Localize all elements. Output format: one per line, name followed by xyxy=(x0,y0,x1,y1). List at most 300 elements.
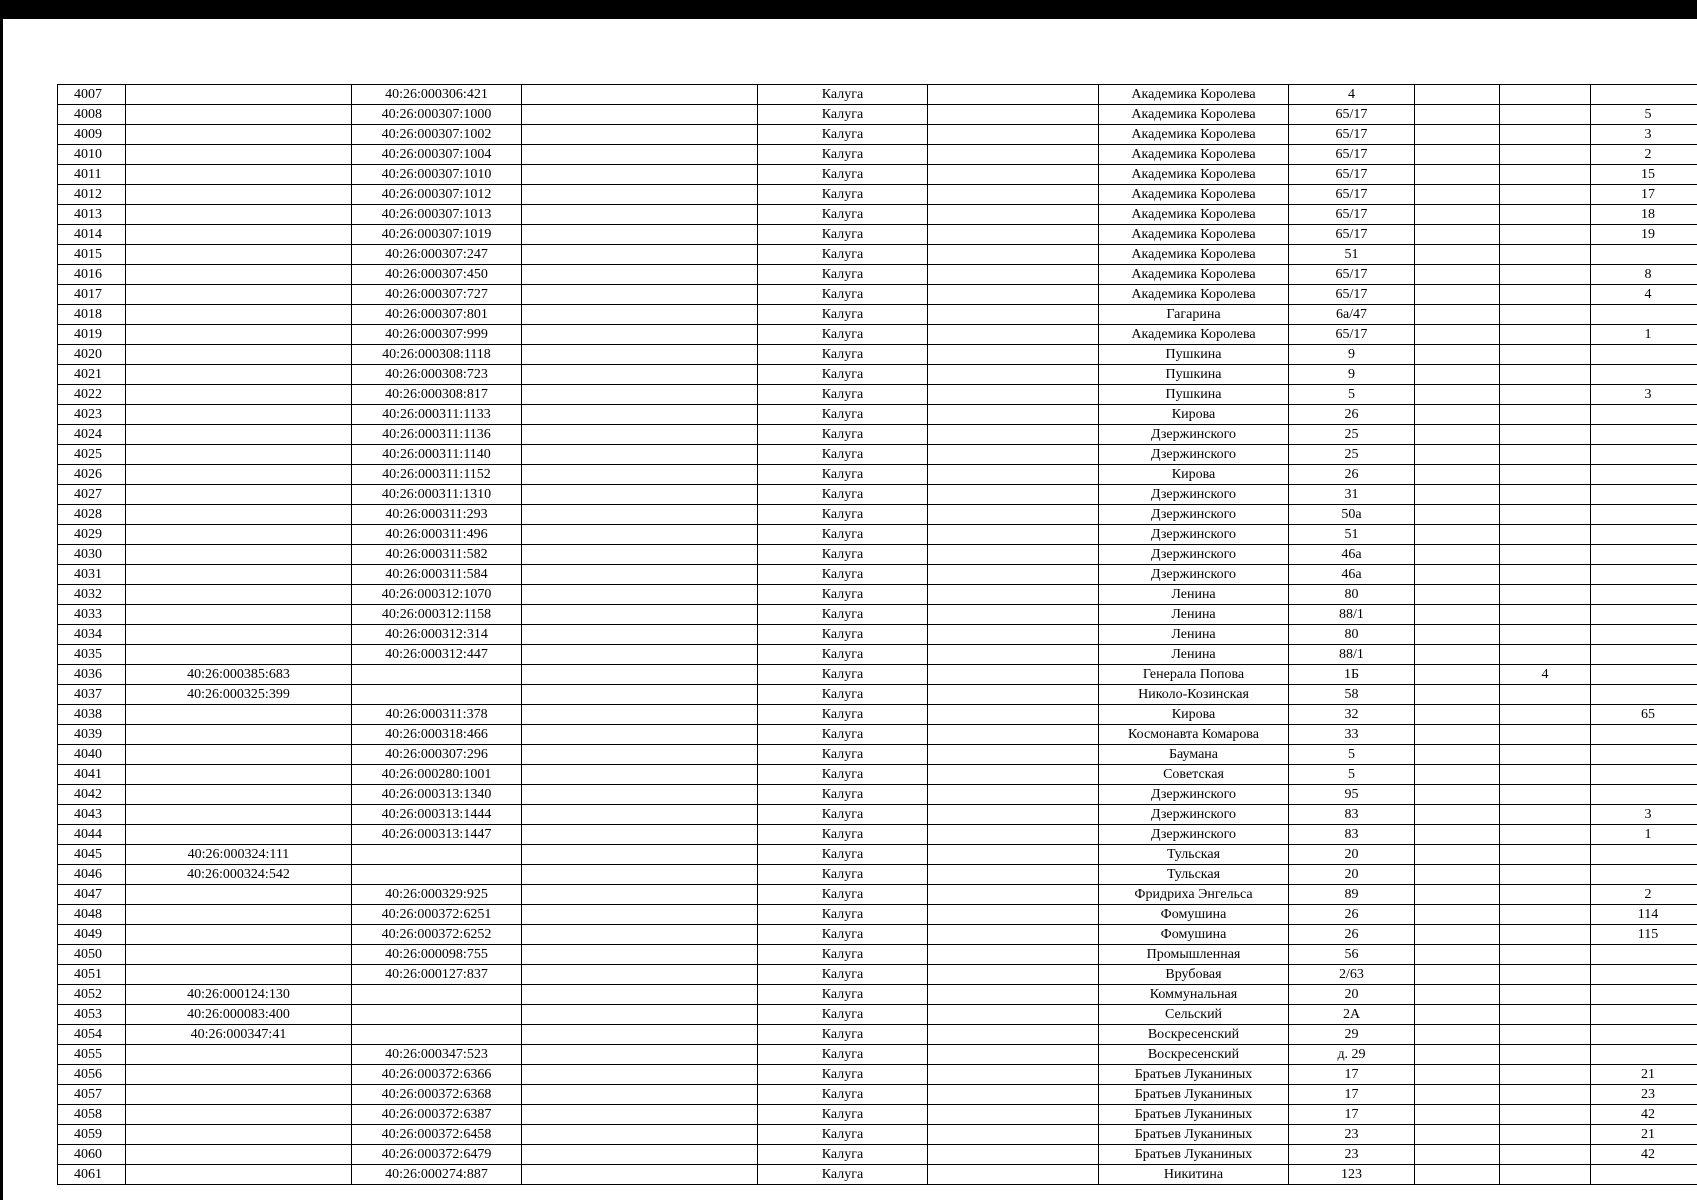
empty-cell xyxy=(928,565,1099,585)
table-row xyxy=(58,305,1697,325)
row-number: 4058 xyxy=(58,1105,126,1125)
apartment-cell: 115 xyxy=(1591,925,1697,945)
street-cell: Воскресенский xyxy=(1099,1045,1289,1065)
street-cell: Дзержинского xyxy=(1099,825,1289,845)
empty-cell xyxy=(522,905,758,925)
empty-cell xyxy=(928,125,1099,145)
empty-cell xyxy=(522,445,758,465)
building-cell xyxy=(1415,345,1500,365)
cadastral-number-premises: 40:26:000347:523 xyxy=(352,1045,522,1065)
building-cell xyxy=(1415,625,1500,645)
empty-cell xyxy=(522,165,758,185)
empty-cell xyxy=(522,385,758,405)
table-row xyxy=(58,1025,1697,1045)
apartment-cell xyxy=(1591,845,1697,865)
cadastral-number-building xyxy=(126,885,352,905)
table-row xyxy=(58,805,1697,825)
city-cell: Калуга xyxy=(758,265,928,285)
empty-cell xyxy=(522,405,758,425)
city-cell: Калуга xyxy=(758,865,928,885)
empty-cell xyxy=(522,725,758,745)
empty-cell xyxy=(928,1085,1099,1105)
street-cell: Коммунальная xyxy=(1099,985,1289,1005)
building-cell xyxy=(1415,385,1500,405)
row-number: 4059 xyxy=(58,1125,126,1145)
cadastral-number-building xyxy=(126,1125,352,1145)
cadastral-number-building xyxy=(126,725,352,745)
house-cell: 83 xyxy=(1289,805,1415,825)
house-cell: 2/63 xyxy=(1289,965,1415,985)
row-number: 4036 xyxy=(58,665,126,685)
structure-cell xyxy=(1500,145,1591,165)
city-cell: Калуга xyxy=(758,225,928,245)
table-row xyxy=(58,1105,1697,1125)
cadastral-number-building xyxy=(126,765,352,785)
cadastral-number-premises: 40:26:000311:1133 xyxy=(352,405,522,425)
structure-cell xyxy=(1500,985,1591,1005)
house-cell: 65/17 xyxy=(1289,325,1415,345)
house-cell: 20 xyxy=(1289,845,1415,865)
building-cell xyxy=(1415,965,1500,985)
table-row xyxy=(58,485,1697,505)
row-number: 4050 xyxy=(58,945,126,965)
empty-cell xyxy=(928,805,1099,825)
cadastral-number-premises: 40:26:000307:727 xyxy=(352,285,522,305)
cadastral-number-building xyxy=(126,165,352,185)
row-number: 4009 xyxy=(58,125,126,145)
empty-cell xyxy=(928,1165,1099,1185)
empty-cell xyxy=(928,1145,1099,1165)
apartment-cell xyxy=(1591,485,1697,505)
city-cell: Калуга xyxy=(758,765,928,785)
row-number: 4053 xyxy=(58,1005,126,1025)
cadastral-number-building xyxy=(126,205,352,225)
structure-cell xyxy=(1500,545,1591,565)
table-row xyxy=(58,1085,1697,1105)
house-cell: 9 xyxy=(1289,345,1415,365)
house-cell: 95 xyxy=(1289,785,1415,805)
structure-cell xyxy=(1500,585,1591,605)
cadastral-number-premises: 40:26:000372:6366 xyxy=(352,1065,522,1085)
empty-cell xyxy=(928,485,1099,505)
table-row xyxy=(58,685,1697,705)
city-cell: Калуга xyxy=(758,245,928,265)
structure-cell xyxy=(1500,365,1591,385)
street-cell: Пушкина xyxy=(1099,365,1289,385)
table-row xyxy=(58,205,1697,225)
house-cell: 65/17 xyxy=(1289,185,1415,205)
empty-cell xyxy=(522,225,758,245)
structure-cell xyxy=(1500,185,1591,205)
structure-cell xyxy=(1500,825,1591,845)
apartment-cell: 21 xyxy=(1591,1125,1697,1145)
street-cell: Промышленная xyxy=(1099,945,1289,965)
building-cell xyxy=(1415,1065,1500,1085)
empty-cell xyxy=(928,705,1099,725)
house-cell: 65/17 xyxy=(1289,225,1415,245)
apartment-cell xyxy=(1591,405,1697,425)
row-number: 4032 xyxy=(58,585,126,605)
table-row xyxy=(58,785,1697,805)
apartment-cell xyxy=(1591,1005,1697,1025)
structure-cell xyxy=(1500,865,1591,885)
apartment-cell: 17 xyxy=(1591,185,1697,205)
house-cell: д. 29 xyxy=(1289,1045,1415,1065)
house-cell: 46а xyxy=(1289,565,1415,585)
structure-cell: 4 xyxy=(1500,665,1591,685)
table-row xyxy=(58,885,1697,905)
house-cell: 50а xyxy=(1289,505,1415,525)
city-cell: Калуга xyxy=(758,1025,928,1045)
house-cell: 29 xyxy=(1289,1025,1415,1045)
row-number: 4033 xyxy=(58,605,126,625)
building-cell xyxy=(1415,245,1500,265)
cadastral-number-premises: 40:26:000311:293 xyxy=(352,505,522,525)
street-cell: Академика Королева xyxy=(1099,285,1289,305)
house-cell: 17 xyxy=(1289,1105,1415,1125)
empty-cell xyxy=(522,465,758,485)
cadastral-number-premises: 40:26:000307:1000 xyxy=(352,105,522,125)
structure-cell xyxy=(1500,165,1591,185)
city-cell: Калуга xyxy=(758,285,928,305)
row-number: 4022 xyxy=(58,385,126,405)
structure-cell xyxy=(1500,1145,1591,1165)
cadastral-number-building xyxy=(126,485,352,505)
apartment-cell: 65 xyxy=(1591,705,1697,725)
street-cell: Братьев Луканиных xyxy=(1099,1145,1289,1165)
street-cell: Академика Королева xyxy=(1099,165,1289,185)
empty-cell xyxy=(522,765,758,785)
cadastral-number-premises: 40:26:000313:1340 xyxy=(352,785,522,805)
building-cell xyxy=(1415,985,1500,1005)
house-cell: 46а xyxy=(1289,545,1415,565)
empty-cell xyxy=(522,745,758,765)
empty-cell xyxy=(522,1105,758,1125)
apartment-cell: 3 xyxy=(1591,125,1697,145)
apartment-cell: 23 xyxy=(1591,1085,1697,1105)
cadastral-number-building: 40:26:000325:399 xyxy=(126,685,352,705)
city-cell: Калуга xyxy=(758,665,928,685)
table-row xyxy=(58,725,1697,745)
building-cell xyxy=(1415,265,1500,285)
building-cell xyxy=(1415,165,1500,185)
apartment-cell xyxy=(1591,525,1697,545)
house-cell: 83 xyxy=(1289,825,1415,845)
table-row xyxy=(58,285,1697,305)
row-number: 4061 xyxy=(58,1165,126,1185)
table-row xyxy=(58,325,1697,345)
apartment-cell xyxy=(1591,505,1697,525)
row-number: 4041 xyxy=(58,765,126,785)
table-row xyxy=(58,405,1697,425)
apartment-cell: 114 xyxy=(1591,905,1697,925)
apartment-cell: 3 xyxy=(1591,385,1697,405)
street-cell: Дзержинского xyxy=(1099,425,1289,445)
empty-cell xyxy=(522,1045,758,1065)
structure-cell xyxy=(1500,85,1591,105)
cadastral-number-premises: 40:26:000311:1140 xyxy=(352,445,522,465)
cadastral-number-building xyxy=(126,1105,352,1125)
structure-cell xyxy=(1500,445,1591,465)
cadastral-number-building xyxy=(126,745,352,765)
structure-cell xyxy=(1500,1125,1591,1145)
apartment-cell xyxy=(1591,985,1697,1005)
city-cell: Калуга xyxy=(758,825,928,845)
empty-cell xyxy=(522,845,758,865)
city-cell: Калуга xyxy=(758,1065,928,1085)
register-table xyxy=(57,84,1697,1185)
street-cell: Фридриха Энгельса xyxy=(1099,885,1289,905)
row-number: 4029 xyxy=(58,525,126,545)
empty-cell xyxy=(522,1145,758,1165)
empty-cell xyxy=(522,365,758,385)
city-cell: Калуга xyxy=(758,505,928,525)
empty-cell xyxy=(522,1025,758,1045)
row-number: 4026 xyxy=(58,465,126,485)
row-number: 4055 xyxy=(58,1045,126,1065)
structure-cell xyxy=(1500,1165,1591,1185)
empty-cell xyxy=(928,325,1099,345)
cadastral-number-building: 40:26:000083:400 xyxy=(126,1005,352,1025)
cadastral-number-building xyxy=(126,1145,352,1165)
cadastral-number-premises: 40:26:000306:421 xyxy=(352,85,522,105)
cadastral-number-building xyxy=(126,905,352,925)
row-number: 4054 xyxy=(58,1025,126,1045)
city-cell: Калуга xyxy=(758,305,928,325)
cadastral-number-premises: 40:26:000313:1447 xyxy=(352,825,522,845)
building-cell xyxy=(1415,1085,1500,1105)
building-cell xyxy=(1415,105,1500,125)
empty-cell xyxy=(928,625,1099,645)
cadastral-number-building: 40:26:000124:130 xyxy=(126,985,352,1005)
empty-cell xyxy=(928,245,1099,265)
structure-cell xyxy=(1500,965,1591,985)
city-cell: Калуга xyxy=(758,725,928,745)
city-cell: Калуга xyxy=(758,805,928,825)
cadastral-number-building xyxy=(126,625,352,645)
empty-cell xyxy=(928,285,1099,305)
cadastral-number-building xyxy=(126,1045,352,1065)
empty-cell xyxy=(928,545,1099,565)
building-cell xyxy=(1415,765,1500,785)
city-cell: Калуга xyxy=(758,85,928,105)
house-cell: 88/1 xyxy=(1289,645,1415,665)
building-cell xyxy=(1415,365,1500,385)
city-cell: Калуга xyxy=(758,585,928,605)
structure-cell xyxy=(1500,1005,1591,1025)
empty-cell xyxy=(928,425,1099,445)
street-cell: Дзержинского xyxy=(1099,505,1289,525)
apartment-cell xyxy=(1591,365,1697,385)
row-number: 4049 xyxy=(58,925,126,945)
empty-cell xyxy=(522,325,758,345)
table-row xyxy=(58,125,1697,145)
cadastral-number-premises: 40:26:000372:6252 xyxy=(352,925,522,945)
structure-cell xyxy=(1500,605,1591,625)
table-row xyxy=(58,225,1697,245)
structure-cell xyxy=(1500,485,1591,505)
row-number: 4017 xyxy=(58,285,126,305)
street-cell: Братьев Луканиных xyxy=(1099,1065,1289,1085)
house-cell: 51 xyxy=(1289,245,1415,265)
empty-cell xyxy=(522,965,758,985)
cadastral-number-premises: 40:26:000329:925 xyxy=(352,885,522,905)
apartment-cell: 2 xyxy=(1591,145,1697,165)
row-number: 4018 xyxy=(58,305,126,325)
street-cell: Фомушина xyxy=(1099,905,1289,925)
cadastral-number-building xyxy=(126,545,352,565)
city-cell: Калуга xyxy=(758,165,928,185)
apartment-cell: 15 xyxy=(1591,165,1697,185)
row-number: 4010 xyxy=(58,145,126,165)
table-row xyxy=(58,565,1697,585)
street-cell: Дзержинского xyxy=(1099,485,1289,505)
row-number: 4043 xyxy=(58,805,126,825)
empty-cell xyxy=(522,1165,758,1185)
apartment-cell xyxy=(1591,765,1697,785)
row-number: 4034 xyxy=(58,625,126,645)
empty-cell xyxy=(928,305,1099,325)
house-cell: 65/17 xyxy=(1289,205,1415,225)
city-cell: Калуга xyxy=(758,105,928,125)
apartment-cell xyxy=(1591,585,1697,605)
city-cell: Калуга xyxy=(758,1005,928,1025)
cadastral-number-building xyxy=(126,125,352,145)
empty-cell xyxy=(522,945,758,965)
city-cell: Калуга xyxy=(758,905,928,925)
structure-cell xyxy=(1500,1065,1591,1085)
empty-cell xyxy=(928,925,1099,945)
empty-cell xyxy=(522,185,758,205)
house-cell: 88/1 xyxy=(1289,605,1415,625)
empty-cell xyxy=(522,345,758,365)
city-cell: Калуга xyxy=(758,965,928,985)
cadastral-number-building xyxy=(126,965,352,985)
house-cell: 80 xyxy=(1289,625,1415,645)
empty-cell xyxy=(928,1125,1099,1145)
city-cell: Калуга xyxy=(758,645,928,665)
building-cell xyxy=(1415,425,1500,445)
street-cell: Братьев Луканиных xyxy=(1099,1085,1289,1105)
building-cell xyxy=(1415,1145,1500,1165)
building-cell xyxy=(1415,545,1500,565)
row-number: 4052 xyxy=(58,985,126,1005)
cadastral-number-building xyxy=(126,645,352,665)
table-row xyxy=(58,545,1697,565)
table-row xyxy=(58,865,1697,885)
structure-cell xyxy=(1500,785,1591,805)
cadastral-number-premises: 40:26:000307:247 xyxy=(352,245,522,265)
cadastral-number-premises: 40:26:000307:801 xyxy=(352,305,522,325)
house-cell: 26 xyxy=(1289,465,1415,485)
house-cell: 6а/47 xyxy=(1289,305,1415,325)
house-cell: 65/17 xyxy=(1289,285,1415,305)
table-row xyxy=(58,905,1697,925)
building-cell xyxy=(1415,1045,1500,1065)
cadastral-number-premises: 40:26:000372:6387 xyxy=(352,1105,522,1125)
structure-cell xyxy=(1500,925,1591,945)
empty-cell xyxy=(928,985,1099,1005)
building-cell xyxy=(1415,705,1500,725)
house-cell: 26 xyxy=(1289,905,1415,925)
empty-cell xyxy=(928,265,1099,285)
apartment-cell: 1 xyxy=(1591,325,1697,345)
cadastral-number-building: 40:26:000324:111 xyxy=(126,845,352,865)
cadastral-number-premises: 40:26:000308:1118 xyxy=(352,345,522,365)
cadastral-number-premises: 40:26:000307:1002 xyxy=(352,125,522,145)
house-cell: 26 xyxy=(1289,925,1415,945)
cadastral-number-premises: 40:26:000312:447 xyxy=(352,645,522,665)
street-cell: Кирова xyxy=(1099,465,1289,485)
city-cell: Калуга xyxy=(758,385,928,405)
cadastral-number-premises: 40:26:000311:584 xyxy=(352,565,522,585)
table-row xyxy=(58,985,1697,1005)
cadastral-number-building xyxy=(126,345,352,365)
street-cell: Ленина xyxy=(1099,585,1289,605)
house-cell: 20 xyxy=(1289,865,1415,885)
empty-cell xyxy=(928,965,1099,985)
street-cell: Баумана xyxy=(1099,745,1289,765)
city-cell: Калуга xyxy=(758,345,928,365)
empty-cell xyxy=(928,725,1099,745)
empty-cell xyxy=(522,985,758,1005)
row-number: 4007 xyxy=(58,85,126,105)
table-row xyxy=(58,625,1697,645)
apartment-cell: 8 xyxy=(1591,265,1697,285)
empty-cell xyxy=(928,165,1099,185)
city-cell: Калуга xyxy=(758,745,928,765)
apartment-cell xyxy=(1591,1025,1697,1045)
empty-cell xyxy=(522,285,758,305)
structure-cell xyxy=(1500,625,1591,645)
structure-cell xyxy=(1500,1025,1591,1045)
cadastral-number-building xyxy=(126,405,352,425)
apartment-cell: 21 xyxy=(1591,1065,1697,1085)
house-cell: 33 xyxy=(1289,725,1415,745)
structure-cell xyxy=(1500,685,1591,705)
street-cell: Космонавта Комарова xyxy=(1099,725,1289,745)
structure-cell xyxy=(1500,725,1591,745)
cadastral-number-premises: 40:26:000308:723 xyxy=(352,365,522,385)
row-number: 4008 xyxy=(58,105,126,125)
city-cell: Калуга xyxy=(758,545,928,565)
city-cell: Калуга xyxy=(758,325,928,345)
empty-cell xyxy=(522,245,758,265)
building-cell xyxy=(1415,845,1500,865)
city-cell: Калуга xyxy=(758,1165,928,1185)
building-cell xyxy=(1415,945,1500,965)
building-cell xyxy=(1415,925,1500,945)
table-row xyxy=(58,1005,1697,1025)
street-cell: Николо-Козинская xyxy=(1099,685,1289,705)
cadastral-number-building xyxy=(126,705,352,725)
apartment-cell xyxy=(1591,785,1697,805)
structure-cell xyxy=(1500,325,1591,345)
street-cell: Сельский xyxy=(1099,1005,1289,1025)
cadastral-number-building xyxy=(126,465,352,485)
empty-cell xyxy=(522,1065,758,1085)
row-number: 4021 xyxy=(58,365,126,385)
structure-cell xyxy=(1500,645,1591,665)
city-cell: Калуга xyxy=(758,465,928,485)
cadastral-number-premises xyxy=(352,865,522,885)
building-cell xyxy=(1415,1165,1500,1185)
city-cell: Калуга xyxy=(758,145,928,165)
street-cell: Академика Королева xyxy=(1099,85,1289,105)
house-cell: 123 xyxy=(1289,1165,1415,1185)
building-cell xyxy=(1415,505,1500,525)
apartment-cell: 42 xyxy=(1591,1105,1697,1125)
